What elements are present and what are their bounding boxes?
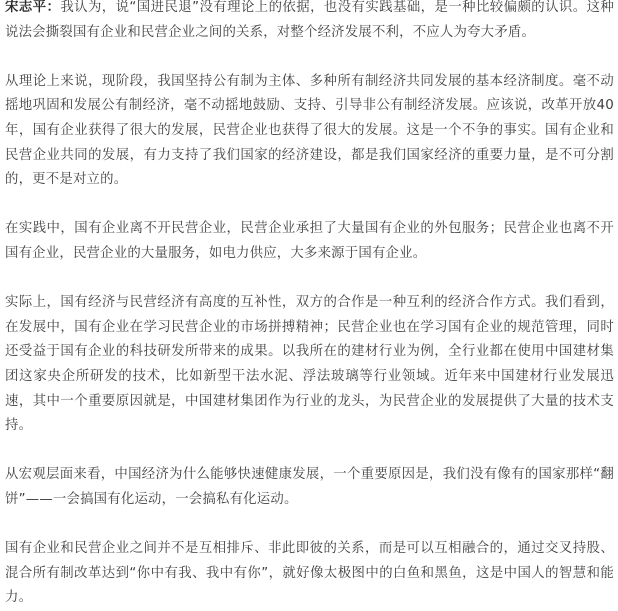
paragraph-3: 在实践中，国有企业离不开民营企业，民营企业承担了大量国有企业的外包服务；民营企业也离不开国有企业，民营企业的大量服务，如电力供应，大多来源于国有企业。 xyxy=(5,221,614,261)
paragraph-4: 实际上，国有经济与民营经济有高度的互补性，双方的合作是一种互利的经济合作方式。我们看到，在发展中，国有企业在学习民营企业的市场拼搏精神；民营企业也在学习国有企业的规范管理，同时还受益于国有企业的科技研发所带来的成果。以我所在的建材行业为例，全行业都在使用中国建材集团这家央企所研发的技术，比如新型干法水泥、浮法玻璃等行业领域。近年来中国建材行业发展迅速，其中一个重要原因就是，中国建材集团作为行业的龙头，为民营企业的发展提供了大量的技术支持。 xyxy=(5,295,614,434)
paragraph-5: 从宏观层面来看，中国经济为什么能够快速健康发展，一个重要原因是，我们没有像有的国家那样“翻饼”——一会搞国有化运动，一会搞私有化运动。 xyxy=(5,467,614,507)
paragraph-1-text: 我认为，说“国进民退”没有理论上的依据，也没有实践基础，是一种比较偏颇的认识。这种说法会撕裂国有企业和民营企业之间的关系，对整个经济发展不利，不应人为夸大矛盾。 xyxy=(5,0,614,40)
speaker-name: 宋志平： xyxy=(5,0,61,15)
paragraph-2: 从理论上来说，现阶段，我国坚持公有制为主体、多种所有制经济共同发展的基本经济制度。毫不动摇地巩固和发展公有制经济，毫不动摇地鼓励、支持、引导非公有制经济发展。应该说，改革开放40年，国有企业获得了很大的发展，民营企业也获得了很大的发展。这是一个不争的事实。国有企业和民营企业共同的发展，有力支持了我们国家的经济建设，都是我们国家经济的重要力量，是不可分割的，更不是对立的。 xyxy=(5,73,614,188)
paragraph-1 xyxy=(5,0,614,45)
paragraph-6: 国有企业和民营企业之间并不是互相排斥、非此即彼的关系，而是可以互相融合的，通过交叉持股、混合所有制改革达到“你中有我、我中有你”，就好像太极图中的白鱼和黑鱼，这是中国人的智慧和能力。 xyxy=(5,541,614,606)
